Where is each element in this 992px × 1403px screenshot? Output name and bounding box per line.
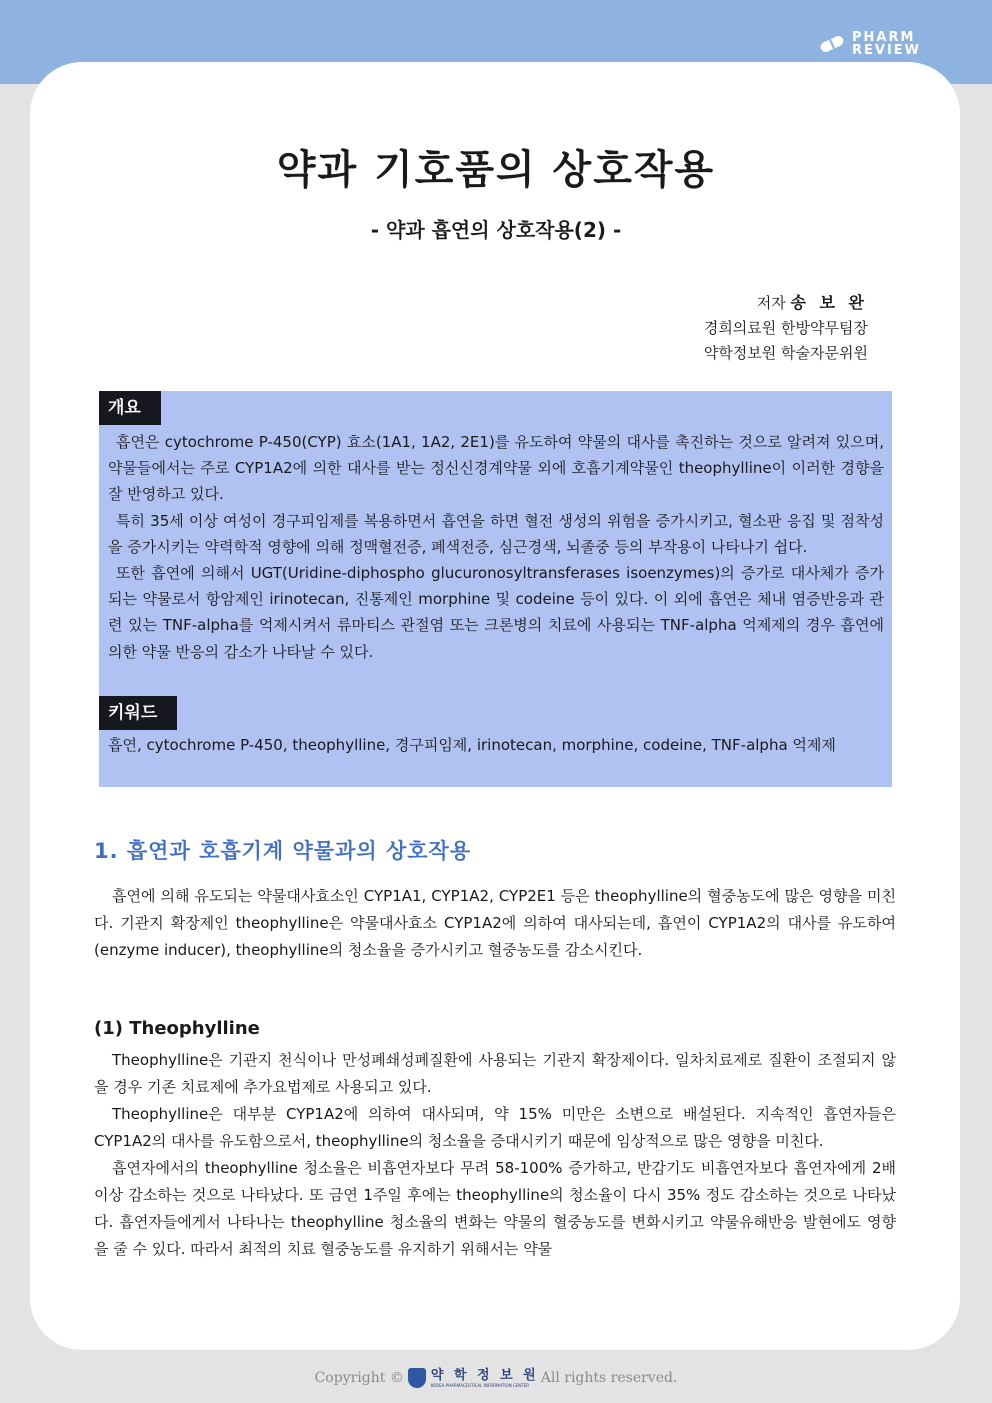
summary-paragraph: 흡연은 cytochrome P-450(CYP) 효소(1A1, 1A2, 2E1)를 유도하여 약물의 대사를 촉진하는 것으로 알려져 있으며, 약물들에서는 주로 CYP1A2에 의한 대사를 받는 정신신경계약물 외에 호흡기계약물인 theophylline이 이러한 경향을 잘 반영하고 있다. — [108, 433, 884, 504]
logo-line1: PHARM — [852, 30, 916, 45]
logo-line2: REVIEW — [852, 43, 922, 58]
copyright-text: Copyright © — [314, 1370, 404, 1386]
institute-logo — [431, 1368, 539, 1389]
body-paragraph: Theophylline은 기관지 천식이나 만성폐쇄성폐질환에 사용되는 기관지 확장제이다. 일차치료제로 질환이 조절되지 않을 경우 기존 치료제에 추가요법제로 사용되고 있다. — [94, 1051, 896, 1096]
author-block — [704, 290, 868, 366]
author-line — [704, 290, 868, 316]
page-title: 약과 기호품의 상호작용 — [276, 147, 716, 193]
body-paragraph: 흡연자에서의 theophylline 청소율은 비흡연자보다 무려 58-100% 증가하고, 반감기도 비흡연자보다 흡연자에게 2배 이상 감소하는 것으로 나타났다. 또 금연 1주일 후에는 theophylline의 청소율이 다시 35% 정도 감소하는 것으로 나타났다. 흡연자들에게서 나타나는 theophylline 청소율의 변화는 약물의 혈중농도를 변화시키고 약물유해반응 발현에도 영향을 줄 수 있다. 따라서 최적의 치료 혈중농도를 유지하기 위해서는 약물 — [94, 1159, 896, 1258]
page-subtitle: - 약과 흡연의 상호작용(2) - — [370, 218, 622, 242]
body-paragraph: Theophylline은 대부분 CYP1A2에 의하여 대사되며, 약 15% 미만은 소변으로 배설된다. 지속적인 흡연자들은 CYP1A2의 대사를 유도함으로서, theophylline의 청소율을 증대시키기 때문에 임상적으로 많은 영향을 미친다. — [94, 1105, 896, 1150]
summary-heading: 개요 — [99, 391, 161, 425]
summary-box — [99, 391, 892, 787]
body-paragraph: 흡연에 의해 유도되는 약물대사효소인 CYP1A1, CYP1A2, CYP2E1 등은 theophylline의 혈중농도에 많은 영향을 미친다. 기관지 확장제인 theophylline은 약물대사효소 CYP1A2에 의하여 대사되는데, 흡연이 CYP1A2의 대사를 유도하여(enzyme inducer), theophylline의 청소율을 증가시키고 혈중농도를 감소시킨다. — [94, 887, 896, 959]
subsection-body — [94, 1047, 896, 1263]
pharm-review-logo — [818, 27, 930, 61]
summary-paragraph: 또한 흡연에 의해서 UGT(Uridine-diphospho glucuronosyltransferases isoenzymes)의 증가로 대사체가 증가되는 약물로서 항암제인 irinotecan, 진통제인 morphine 및 codeine 등이 있다. 이 외에 흡연은 체내 염증반응과 관련 있는 TNF-alpha를 억제시켜서 류마티스 관절염 또는 크론병의 치료에 사용되는 TNF-alpha 억제제의 경우 흡연에 의한 약물 반응의 감소가 나타날 수 있다. — [108, 564, 884, 661]
institute-seal-icon — [408, 1368, 426, 1388]
author-affiliation-2: 약학정보원 학술자문위원 — [703, 344, 868, 362]
summary-paragraph: 특히 35세 이상 여성이 경구피임제를 복용하면서 흡연을 하면 혈전 생성의 위험을 증가시키고, 혈소판 응집 및 점착성을 증가시키는 약력학적 영향에 의해 정맥혈전증, 폐색전증, 심근경색, 뇌졸중 등의 부작용이 나타나기 쉽다. — [108, 511, 884, 556]
pill-icon — [818, 35, 846, 53]
author-prefix: 저자 — [756, 294, 786, 312]
keywords-text: 흡연, cytochrome P-450, theophylline, 경구피임제, irinotecan, morphine, codeine, TNF-alpha 억제제 — [108, 736, 836, 754]
section-body — [94, 883, 896, 964]
summary-text — [108, 429, 884, 665]
keywords-heading: 키워드 — [99, 696, 177, 730]
author-name: 송 보 완 — [790, 293, 868, 312]
footer — [0, 1364, 992, 1392]
rights-text: All rights reserved. — [540, 1370, 678, 1386]
section-heading: 1. 흡연과 호흡기계 약물과의 상호작용 — [94, 839, 472, 863]
institute-name-ko: 약 학 정 보 원 — [430, 1367, 539, 1383]
author-affiliation-1: 경희의료원 한방약무팀장 — [703, 319, 868, 337]
institute-name-en: KOREA PHARMACEUTICAL INFORMATION CENTER — [430, 1382, 530, 1388]
subsection-heading: (1) Theophylline — [94, 1018, 260, 1039]
